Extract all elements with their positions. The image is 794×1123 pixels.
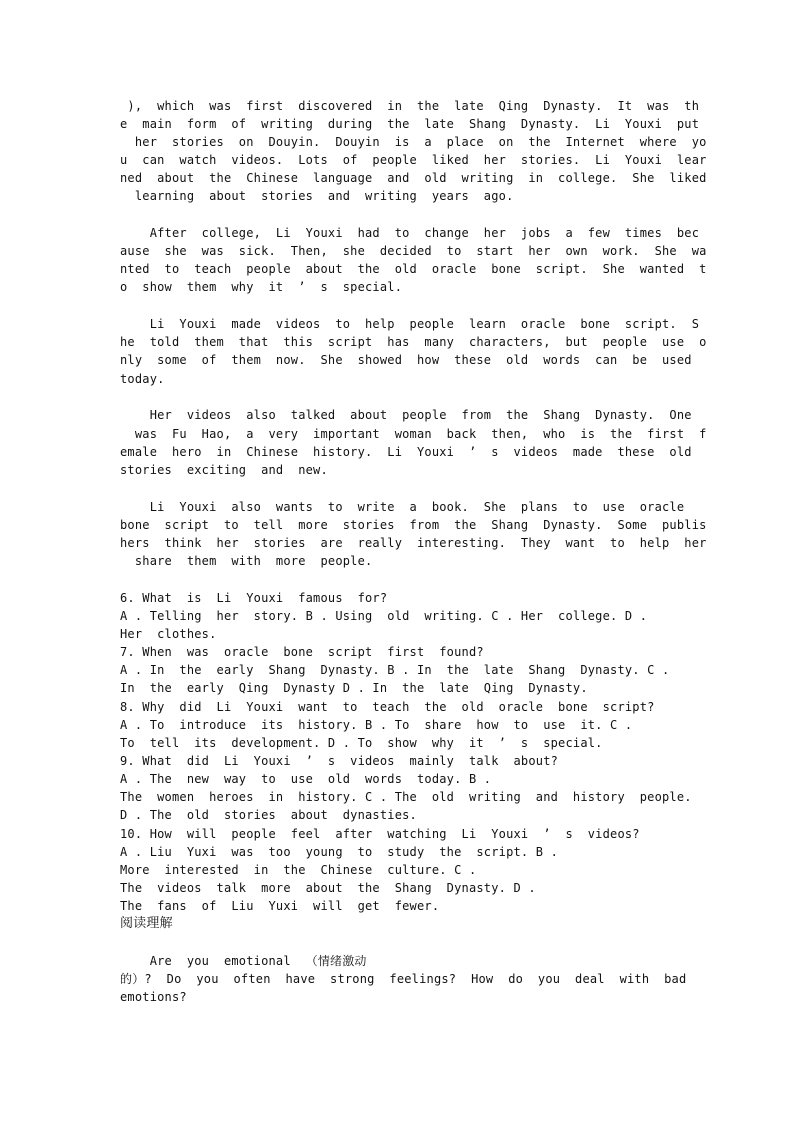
text-line: emale hero in Chinese history. Li Youxi ’ s videos made these old: [120, 445, 692, 459]
text-line: u can watch videos. Lots of people liked her stories. Li Youxi lear: [120, 153, 707, 167]
text-line: hers think her stories are really interesting. They want to help her: [120, 536, 707, 550]
question-options: The videos talk more about the Shang Dynasty. D .: [120, 881, 536, 895]
question-6: 6. What is Li Youxi famous for?: [120, 591, 388, 605]
text-line: stories exciting and new.: [120, 463, 328, 477]
text-line: Her videos also talked about people from the Shang Dynasty. One: [120, 408, 692, 422]
text-line: ned about the Chinese language and old writing in college. She liked: [120, 171, 707, 185]
question-options: A . In the early Shang Dynasty. B . In the late Shang Dynasty. C .: [120, 663, 670, 677]
text-line: o show them why it ’ s special.: [120, 280, 403, 294]
question-options: More interested in the Chinese culture. C .: [120, 863, 477, 877]
question-options: The women heroes in history. C . The old writing and history people.: [120, 790, 692, 804]
question-options: A . To introduce its history. B . To share how to use it. C .: [120, 718, 633, 732]
text-line: today.: [120, 372, 165, 386]
text-line: e main form of writing during the late Shang Dynasty. Li Youxi put: [120, 117, 700, 131]
text-line: After college, Li Youxi had to change her jobs a few times bec: [120, 226, 700, 240]
question-options: A . The new way to use old words today. B .: [120, 772, 492, 786]
text-line: learning about stories and writing years ago.: [120, 189, 514, 203]
section-heading: 阅读理解: [120, 916, 173, 931]
question-8: 8. Why did Li Youxi want to teach the old oracle bone script?: [120, 700, 655, 714]
question-options: The fans of Liu Yuxi will get fewer.: [120, 899, 440, 913]
text-line: emotions?: [120, 990, 187, 1004]
text-line: Li Youxi also wants to write a book. She plans to use oracle: [120, 500, 685, 514]
question-options: Her clothes.: [120, 627, 217, 641]
question-10: 10. How will people feel after watching Li Youxi ’ s videos?: [120, 827, 640, 841]
question-9: 9. What did Li Youxi ’ s videos mainly talk about?: [120, 754, 559, 768]
text-line: nted to teach people about the old oracle bone script. She wanted t: [120, 262, 707, 276]
text-line: bone script to tell more stories from the Shang Dynasty. Some publis: [120, 518, 707, 532]
text-line: share them with more people.: [120, 554, 373, 568]
text-line: he told them that this script has many characters, but people use o: [120, 335, 707, 349]
text-line: was Fu Hao, a very important woman back then, who is the first f: [120, 427, 707, 441]
text-line: Li Youxi made videos to help people learn oracle bone script. S: [120, 317, 700, 331]
question-options: D . The old stories about dynasties.: [120, 808, 417, 822]
question-options: To tell its development. D . To show why it ’ s special.: [120, 736, 603, 750]
question-options: A . Telling her story. B . Using old writing. C . Her college. D .: [120, 609, 648, 623]
question-7: 7. When was oracle bone script first found?: [120, 645, 484, 659]
text-line: her stories on Douyin. Douyin is a place on the Internet where yo: [120, 135, 707, 149]
question-options: A . Liu Yuxi was too young to study the script. B .: [120, 845, 559, 859]
text-line: 的）? Do you often have strong feelings? How do you deal with bad: [120, 972, 687, 986]
text-line: nly some of them now. She showed how these old words can be used: [120, 353, 692, 367]
question-options: In the early Qing Dynasty D . In the late Qing Dynasty.: [120, 681, 588, 695]
text-line: Are you emotional （情绪激动: [120, 954, 367, 968]
text-line: ), which was first discovered in the late Qing Dynasty. It was th: [120, 99, 700, 113]
text-line: ause she was sick. Then, she decided to start her own work. She wa: [120, 244, 707, 258]
